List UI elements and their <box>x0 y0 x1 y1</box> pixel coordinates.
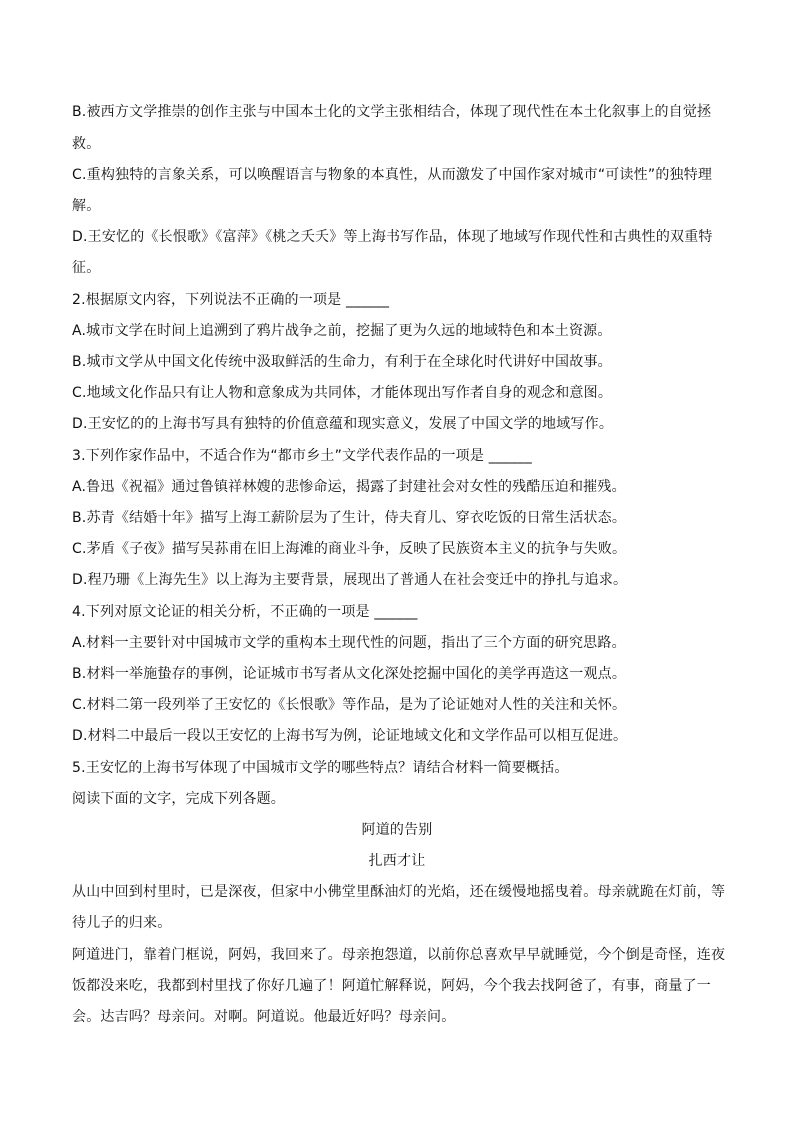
question-2-option-c: C.地域文化作品只有让人物和意象成为共同体，才能体现出写作者自身的观念和意图。 <box>72 385 613 401</box>
option-b-q1-line1: B.被西方文学推崇的创作主张与中国本土化的文学主张相结合，体现了现代性在本土化叙事上的自觉拯 <box>72 104 712 120</box>
question-3: 3.下列作家作品中，不适合作为“都市乡土”文学代表作品的一项是 ______ <box>72 448 532 464</box>
story-paragraph-2-line2: 饭都没来吃，我都到村里找了你好几遍了！阿道忙解释说，阿妈，今个我去找阿爸了，有事，商量了一 <box>72 978 711 994</box>
story-title: 阿道的告别 <box>361 822 433 838</box>
question-2-option-a: A.城市文学在时间上追溯到了鸦片战争之前，挖掘了更为久远的地域特色和本土资源。 <box>72 323 612 339</box>
option-b-q1-line2: 救。 <box>72 136 101 152</box>
question-4: 4.下列对原文论证的相关分析，不正确的一项是 ______ <box>72 604 418 620</box>
story-paragraph-2-line3: 会。达吉吗？母亲问。对啊。阿道说。他最近好吗？母亲问。 <box>72 1009 456 1025</box>
question-4-option-d: D.材料二中最后一段以王安忆的上海书写为例，论证地域文化和文学作品可以相互促进。 <box>72 728 628 744</box>
question-3-option-a: A.鲁迅《祝福》通过鲁镇祥林嫂的悲惨命运，揭露了封建社会对女性的残酷压迫和摧残。 <box>72 479 626 495</box>
option-c-q1-line1: C.重构独特的言象关系，可以唤醒语言与物象的本真性，从而激发了中国作家对城市“可读性”的独特理 <box>72 167 713 183</box>
story-paragraph-1-line1: 从山中回到村里时，已是深夜，但家中小佛堂里酥油灯的光焰，还在缓慢地摇曳着。母亲就跪在灯前，等 <box>72 884 726 900</box>
reading-instruction: 阅读下面的文字，完成下列各题。 <box>72 791 285 807</box>
question-3-option-d: D.程乃珊《上海先生》以上海为主要背景，展现出了普通人在社会变迁中的挣扎与追求。 <box>72 572 628 588</box>
option-c-q1-line2: 解。 <box>72 198 101 214</box>
story-author: 扎西才让 <box>368 853 426 869</box>
question-2: 2.根据原文内容，下列说法不正确的一项是 ______ <box>72 292 390 308</box>
question-5: 5.王安忆的上海书写体现了中国城市文学的哪些特点？请结合材料一简要概括。 <box>72 760 569 776</box>
option-d-q1-line2: 征。 <box>72 260 101 276</box>
option-d-q1-line1: D.王安忆的《长恨歌》《富萍》《桃之夭夭》等上海书写作品，体现了地域写作现代性和古典性的双重特 <box>72 229 713 245</box>
question-4-option-b: B.材料一举施蛰存的事例，论证城市书写者从文化深处挖掘中国化的美学再造这一观点。 <box>72 666 627 682</box>
question-4-option-a: A.材料一主要针对中国城市文学的重构本土现代性的问题，指出了三个方面的研究思路。 <box>72 635 626 651</box>
question-3-option-c: C.茅盾《子夜》描写吴荪甫在旧上海滩的商业斗争，反映了民族资本主义的抗争与失败。 <box>72 541 627 557</box>
question-3-option-b: B.苏青《结婚十年》描写上海工薪阶层为了生计，侍夫育儿、穿衣吃饭的日常生活状态。 <box>72 510 627 526</box>
question-2-option-d: D.王安忆的的上海书写具有独特的价值意蕴和现实意义，发展了中国文学的地域写作。 <box>72 416 614 432</box>
question-2-option-b: B.城市文学从中国文化传统中汲取鲜活的生命力，有利于在全球化时代讲好中国故事。 <box>72 354 612 370</box>
story-paragraph-1-line2: 待儿子的归来。 <box>72 915 172 931</box>
question-4-option-c: C.材料二第一段列举了王安忆的《长恨歌》等作品，是为了论证她对人性的关注和关怀。 <box>72 697 627 713</box>
story-paragraph-2-line1: 阿道进门，靠着门框说，阿妈，我回来了。母亲抱怨道，以前你总喜欢早早就睡觉，今个倒是奇怪，连夜 <box>72 947 726 963</box>
